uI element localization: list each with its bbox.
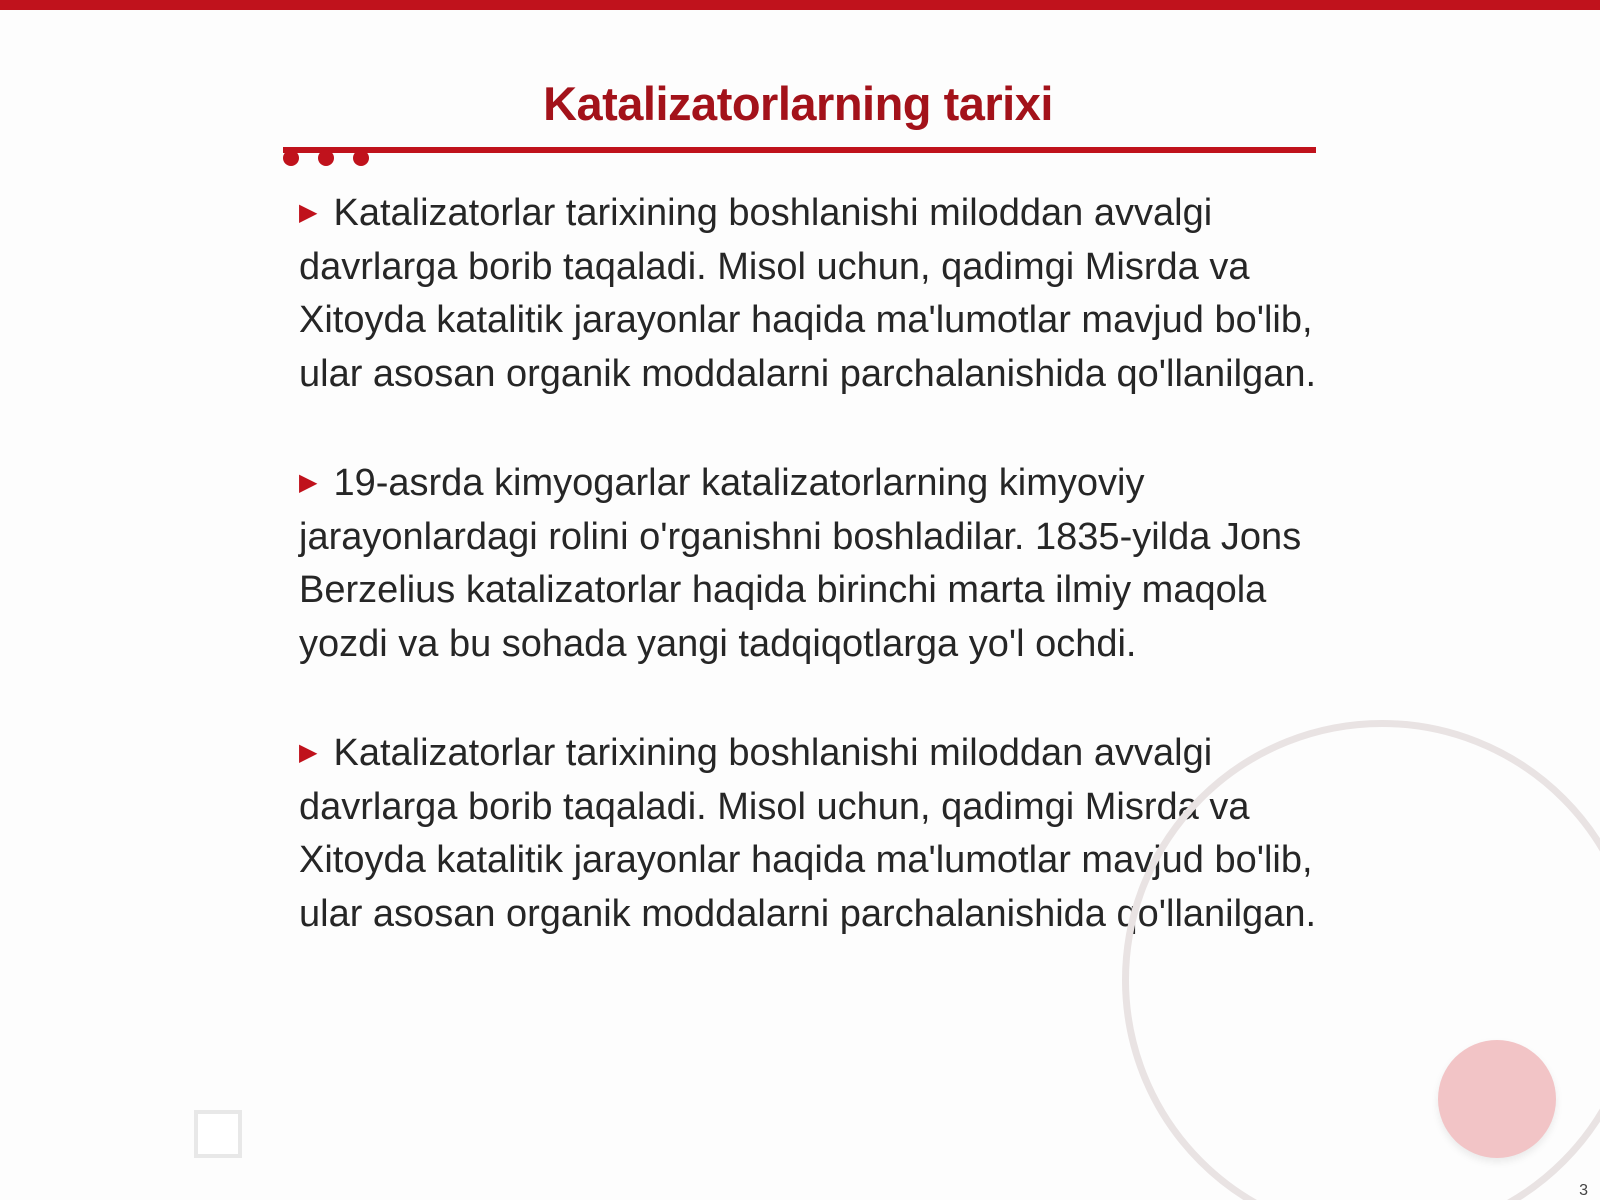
- bullet-item: [299, 186, 1319, 401]
- slide-number: 3: [1579, 1182, 1588, 1199]
- slide-title: Katalizatorlarning tarixi: [543, 77, 1053, 130]
- decorative-dot: [283, 150, 299, 166]
- top-accent-bar: [0, 0, 1600, 10]
- bullet-text: Katalizatorlar tarixining boshlanishi miloddan avvalgi davrlarga borib taqaladi. Misol uchun, qadimgi Misrda va Xitoyda katalitik jarayonlar haqida ma'lumotlar mavjud bo'lib, ular asosan organik moddalarni parchalanishida qo'llanilgan.: [299, 192, 1317, 395]
- bullet-arrow-icon: ▶: [299, 199, 318, 226]
- title-underline: [283, 147, 1316, 153]
- decorative-circle: [1438, 1040, 1556, 1158]
- bullet-arrow-icon: ▶: [299, 739, 318, 766]
- bullet-text: 19-asrda kimyogarlar katalizatorlarning kimyoviy jarayonlardagi rolini o'rganishni boshladilar. 1835-yilda Jons Berzelius katalizatorlar haqida birinchi marta ilmiy maqola yozdi va bu sohada yangi tadqiqotlarga yo'l ochdi.: [299, 462, 1302, 665]
- decorative-dot: [353, 150, 369, 166]
- bullet-arrow-icon: ▶: [299, 469, 318, 496]
- decorative-dot: [318, 150, 334, 166]
- bullet-text: Katalizatorlar tarixining boshlanishi miloddan avvalgi davrlarga borib taqaladi. Misol uchun, qadimgi Misrda va Xitoyda katalitik jarayonlar haqida ma'lumotlar mavjud bo'lib, ular asosan organik moddalarni parchalanishida qo'llanilgan.: [299, 732, 1317, 935]
- bullet-item: [299, 456, 1319, 671]
- decorative-square: [194, 1110, 242, 1158]
